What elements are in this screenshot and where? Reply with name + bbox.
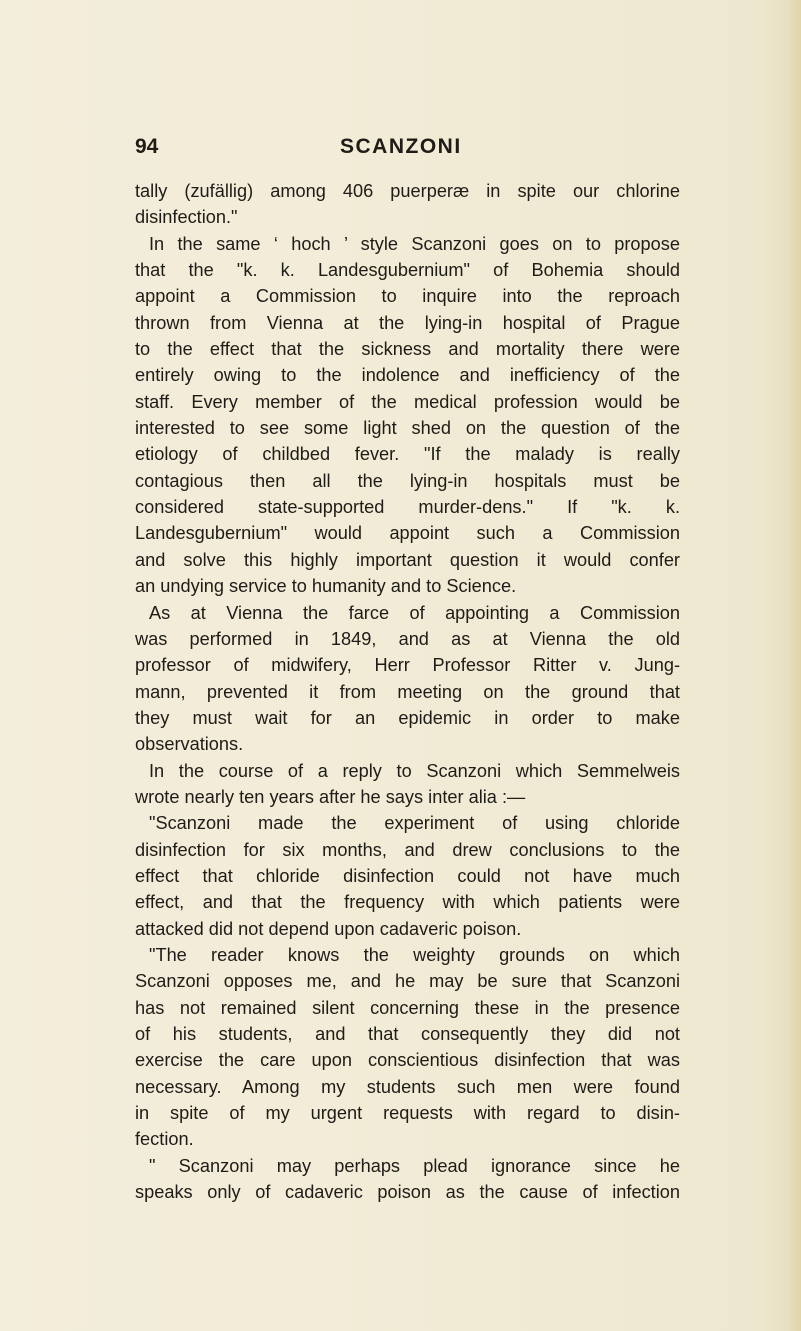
text-line: to the effect that the sickness and mortality there were [135, 339, 680, 360]
text-line: appoint a Commission to inquire into the reproach [135, 286, 680, 307]
text-line: mann, prevented it from meeting on the ground that [135, 681, 680, 702]
text-line: and solve this highly important question it would confer [135, 549, 680, 570]
text-line: professor of midwifery, Herr Professor Ritter v. Jung- [135, 655, 680, 676]
text-line: effect that chloride disinfection could not have much [135, 865, 680, 886]
text-line: speaks only of cadaveric poison as the cause of infection [135, 1182, 680, 1203]
text-line: an undying service to humanity and to Science. [135, 576, 517, 597]
text-line: In the same ‘ hoch ’ style Scanzoni goes on to propose [149, 233, 680, 254]
text-line: In the course of a reply to Scanzoni which Semmelweis [149, 760, 680, 781]
page-header [135, 135, 680, 165]
text-line: fection. [135, 1129, 194, 1150]
text-line: " Scanzoni may perhaps plead ignorance since he [149, 1155, 680, 1176]
text-line: interested to see some light shed on the question of the [135, 418, 680, 439]
text-line: observations. [135, 734, 244, 755]
text-line: Scanzoni opposes me, and he may be sure that Scanzoni [135, 971, 680, 992]
text-line: they must wait for an epidemic in order to make [135, 707, 680, 728]
text-line: considered state-supported murder-dens." If "k. k. [135, 497, 680, 518]
page-edge-shadow [787, 0, 801, 1331]
text-line: has not remained silent concerning these in the presence [135, 997, 680, 1018]
text-line: thrown from Vienna at the lying-in hospital of Prague [135, 312, 680, 333]
text-line: disinfection for six months, and drew conclusions to the [135, 839, 680, 860]
text-line: effect, and that the frequency with which patients were [135, 892, 680, 913]
page-number: 94 [135, 135, 159, 158]
text-line: etiology of childbed fever. "If the malady is really [135, 444, 680, 465]
text-line: contagious then all the lying-in hospitals must be [135, 470, 680, 491]
text-line: tally (zufällig) among 406 puerperæ in spite our chlorine [135, 181, 680, 201]
text-line: disinfection." [135, 207, 238, 228]
text-line: in spite of my urgent requests with regard to disin- [135, 1103, 680, 1124]
text-line: was performed in 1849, and as at Vienna the old [135, 628, 680, 649]
text-line: As at Vienna the farce of appointing a Commission [149, 602, 680, 623]
text-line: "Scanzoni made the experiment of using chloride [149, 813, 680, 834]
text-line: Landesgubernium" would appoint such a Commission [135, 523, 680, 544]
text-line: that the "k. k. Landesgubernium" of Bohemia should [135, 260, 680, 281]
running-head: SCANZONI [340, 135, 462, 158]
text-line: staff. Every member of the medical profession would be [135, 391, 680, 412]
text-line: exercise the care upon conscientious disinfection that was [135, 1050, 680, 1071]
text-line: of his students, and that consequently they did not [135, 1024, 680, 1044]
body-text [135, 178, 680, 1205]
text-line: necessary. Among my students such men were found [135, 1076, 680, 1097]
text-line: "The reader knows the weighty grounds on which [149, 944, 680, 965]
text-line: attacked did not depend upon cadaveric poison. [135, 918, 522, 939]
text-line: entirely owing to the indolence and inefficiency of the [135, 365, 680, 386]
text-line: wrote nearly ten years after he says inter alia :— [135, 786, 526, 807]
